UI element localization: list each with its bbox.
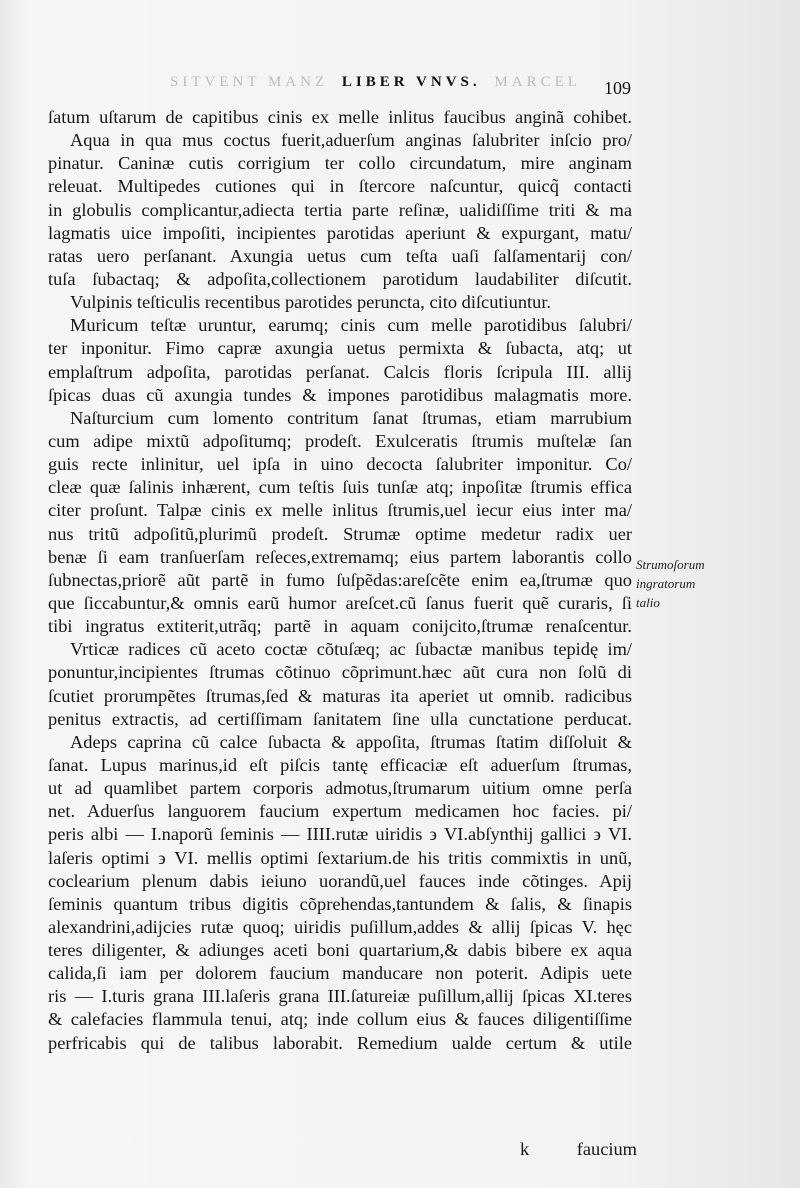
text-line: citer proſunt. Talpæ cinis ex melle inlitus ſtrumis,uel iecur eius inter ma/ (48, 500, 632, 521)
text-line: Vulpinis teſticulis recentibus parotides peruncta, cito diſcutiuntur. (70, 292, 552, 313)
text-line: peris albi — I.naporũ ſeminis — IIII.rutæ uiridis ϶ VI.abſynthij gallici ϶ VI. (48, 824, 632, 845)
text-line: ſubnectas,priorẽ aũt partẽ in fumo ſuſpẽdas:areſcẽte enim ea,ſtrumæ quo (48, 569, 632, 590)
text-line: guis recte inlinitur, uel ipſa in uino decocta ſalubriter imponitur. Co/ (48, 454, 632, 475)
text-line: tuſa ſubactaq; & adpoſita,collectionem parotidum laudabiliter diſcutit. (48, 268, 632, 289)
text-line: alexandrini,adijcies rutæ quoq; uiridis puſillum,addes & allij ſpicas V. hęc (48, 916, 632, 937)
text-line: pinatur. Caninæ cutis corrigium ter collo circundatum, mire anginam (48, 153, 632, 174)
text-line: net. Aduerſus languorem faucium expertum medicamen hoc facies. pi/ (48, 801, 632, 822)
marginal-note (636, 555, 786, 612)
body-text (48, 106, 632, 1055)
marginal-note-line: talio (636, 595, 660, 610)
text-line: ris — I.turis grana III.laſeris grana III.ſatureiæ puſillum,allij ſpicas XI.teres (48, 986, 632, 1007)
text-line: releuat. Multipedes cutiones qui in ſtercore naſcuntur, quicq̃ contacti (48, 176, 632, 197)
text-line: tibi ingratus extiterit,utrãq; partẽ in aquam conijcito,ſtrumæ renaſcentur. (48, 616, 632, 637)
signature-mark: k (520, 1139, 530, 1159)
text-line: calida,ſi iam per dolorem faucium manducare non poterit. Adipis uete (48, 963, 632, 984)
text-line: coclearium plenum dabis ieiuno uorandũ,uel fauces inde cõtinges. Apij (48, 870, 632, 891)
text-line: nus tritũ adpoſitũ,plurimũ prodeſt. Strumæ optime medetur radix uer (48, 523, 632, 544)
text-line: ſatum uſtarum de capitibus cinis ex melle inlitus faucibus anginã cohibet. (48, 107, 632, 127)
running-head (170, 74, 630, 91)
text-line: que ſiccabuntur,& omnis earũ humor areſcet.cũ ſanus fuerit quẽ curaris, ſi (48, 592, 632, 613)
running-head-faint-right: MARCEL (494, 74, 581, 90)
text-line: ſanat. Lupus marinus,id eſt piſcis tantę efficaciæ eſt aduerſum ſtrumas, (48, 754, 632, 775)
text-line: laſeris optimi ϶ VI. mellis optimi ſextarium.de his tritis commixtis in unũ, (48, 847, 632, 868)
running-head-title: LIBER VNVS. (341, 74, 481, 90)
text-line: ſcutiet prorumpẽtes ſtrumas,ſed & maturas ita aperiet ut omnib. radicibus (48, 685, 632, 706)
catchword: faucium (576, 1139, 637, 1159)
marginal-note-line: ingratorum (636, 576, 696, 591)
text-line: Adeps caprina cũ calce ſubacta & appoſita, ſtrumas ſtatim diſſoluit & (70, 731, 632, 752)
text-line: emplaſtrum adpoſita, parotidas perſanat. Calcis floris ſcripula III. allij (48, 361, 632, 382)
text-line: penitus extractis, ad certiſſimam ſanitatem ſine ulla cunctatione perducat. (48, 708, 632, 729)
page-number: 109 (604, 78, 631, 98)
text-line: cleæ quæ ſalinis inhærent, cum teſtis ſuis tunſæ atq; inpoſitæ ſtrumis effica (48, 477, 632, 498)
text-line: ſpicas duas cũ axungia tundes & impones parotidibus malagmatis more. (48, 384, 632, 405)
text-line: ut ad quamlibet partem corporis admotus,ſtrumarum uitium omne perſa (48, 778, 632, 799)
text-line: Vrticæ radices cũ aceto coctæ cõtuſæq; ac ſubactæ manibus tepidę im/ (70, 639, 632, 660)
text-line: lagmatis uice impoſiti, incipientes parotidas aperiunt & expurgant, matu/ (48, 222, 632, 243)
text-line: benæ ſi eam tranſuerſam reſeces,extremamq; eius partem laborantis collo (48, 546, 632, 567)
text-line: Muricum teſtæ uruntur, earumq; cinis cum melle parotidibus ſalubri/ (70, 315, 632, 336)
text-line: teres diligenter, & adiunges aceti boni quartarium,& dabis bibere ex aqua (48, 940, 632, 961)
text-line: ratas uero perſanant. Axungia uetus cum teſta uaſi ſalſamentarij con/ (48, 245, 632, 266)
text-line: in globulis complicantur,adiecta tertia parte reſinæ, ualidiſſime triti & ma (48, 199, 632, 220)
text-line: Naſturcium cum lomento contritum ſanat ſtrumas, etiam marrubium (70, 407, 632, 428)
text-line: & calefacies flammula tenui, atq; inde collum eius & fauces diligentiſſime (48, 1009, 632, 1030)
text-line: ſeminis quantum tribus digitis cõprehendas,tantundem & ſalis, & ſinapis (48, 893, 632, 914)
text-line: Aqua in qua mus coctus fuerit,aduerſum anginas ſalubriter inſcio pro/ (70, 130, 632, 151)
text-line: cum adipe mixtũ adpoſitumq; prodeſt. Exulceratis ſtrumis muſtelæ ſan (48, 430, 632, 451)
text-line: perfricabis qui de talibus laborabit. Remedium ualde certum & utile (48, 1032, 632, 1053)
running-head-faint-left: SITVENT MANZ (170, 74, 329, 90)
marginal-note-line: Strumoſorum (636, 557, 705, 572)
text-line: ponuntur,incipientes ſtrumas cõtinuo cõprimunt.hæc aũt cura non ſolũ di (48, 662, 632, 683)
text-line: ter inponitur. Fimo capræ axungia uetus permixta & ſubacta, atq; ut (48, 338, 632, 359)
